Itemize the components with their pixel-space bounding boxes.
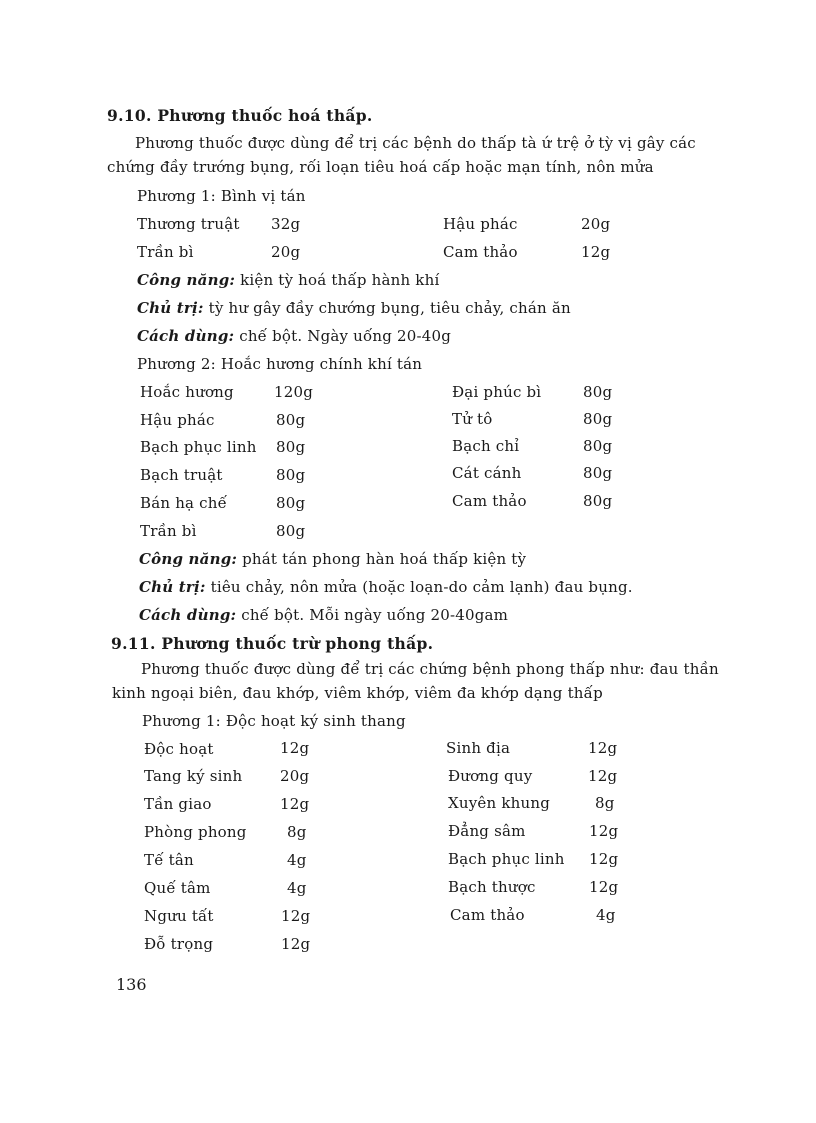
cach-dung-label: Cách dùng: bbox=[137, 327, 235, 345]
cach-dung-text: chế bột. Mỗi ngày uống 20-40gam bbox=[241, 606, 509, 624]
formula-title: Phương 2: Hoắc hương chính khí tán bbox=[137, 355, 423, 373]
ingredient-qty: 80g bbox=[276, 494, 306, 512]
ingredient-qty: 12g bbox=[581, 243, 611, 261]
formula-title: Phương 1: Độc hoạt ký sinh thang bbox=[142, 712, 406, 730]
ingredient-qty: 32g bbox=[271, 215, 301, 233]
ingredient-name: Sinh địa bbox=[446, 739, 511, 757]
section-intro-line-1: Phương thuốc được dùng để trị các bệnh do thấp tà ứ trệ ở tỳ vị gây các bbox=[135, 134, 696, 152]
section-heading-9-10: 9.10. Phương thuốc hoá thấp. bbox=[107, 106, 373, 125]
ingredient-name: Đại phúc bì bbox=[452, 383, 542, 401]
ingredient-name: Bạch phục linh bbox=[140, 438, 257, 456]
ingredient-qty: 12g bbox=[281, 907, 311, 925]
chu-tri-text: tiêu chảy, nôn mửa (hoặc loạn-do cảm lạnh) đau bụng. bbox=[210, 578, 633, 596]
ingredient-name: Hoắc hương bbox=[140, 383, 234, 401]
ingredient-name: Bạch truật bbox=[140, 466, 223, 484]
ingredient-qty: 80g bbox=[583, 437, 613, 455]
ingredient-qty: 20g bbox=[280, 767, 310, 785]
cong-nang-text: kiện tỳ hoá thấp hành khí bbox=[240, 271, 440, 289]
ingredient-qty: 4g bbox=[287, 851, 307, 869]
ingredient-name: Đẳng sâm bbox=[448, 822, 526, 840]
cong-nang-line bbox=[139, 550, 526, 568]
ingredient-qty: 80g bbox=[276, 466, 306, 484]
ingredient-name: Bạch thược bbox=[448, 878, 536, 896]
ingredient-name: Tần giao bbox=[144, 795, 212, 813]
chu-tri-line bbox=[137, 299, 571, 317]
ingredient-qty: 80g bbox=[583, 383, 613, 401]
ingredient-qty: 80g bbox=[276, 522, 306, 540]
ingredient-qty: 120g bbox=[274, 383, 314, 401]
ingredient-name: Bán hạ chế bbox=[140, 494, 228, 512]
ingredient-name: Cát cánh bbox=[452, 464, 522, 482]
cong-nang-label: Công năng: bbox=[137, 271, 236, 289]
chu-tri-label: Chủ trị: bbox=[137, 299, 204, 317]
cong-nang-label: Công năng: bbox=[139, 550, 238, 568]
ingredient-name: Phòng phong bbox=[144, 823, 247, 841]
cong-nang-line bbox=[137, 271, 439, 289]
ingredient-qty: 80g bbox=[583, 492, 613, 510]
ingredient-name: Cam thảo bbox=[443, 243, 518, 261]
ingredient-qty: 12g bbox=[589, 878, 619, 896]
ingredient-name: Bạch phục linh bbox=[448, 850, 565, 868]
ingredient-qty: 20g bbox=[581, 215, 611, 233]
ingredient-name: Xuyên khung bbox=[448, 794, 550, 812]
ingredient-name: Đỗ trọng bbox=[144, 935, 214, 953]
page-number: 136 bbox=[116, 975, 147, 994]
ingredient-qty: 4g bbox=[596, 906, 616, 924]
ingredient-qty: 12g bbox=[589, 822, 619, 840]
ingredient-name: Hậu phác bbox=[443, 215, 518, 233]
ingredient-qty: 12g bbox=[280, 739, 310, 757]
chu-tri-line bbox=[139, 578, 633, 596]
ingredient-qty: 12g bbox=[281, 935, 311, 953]
ingredient-name: Trần bì bbox=[140, 522, 197, 540]
ingredient-qty: 20g bbox=[271, 243, 301, 261]
cach-dung-line bbox=[137, 327, 451, 345]
ingredient-name: Độc hoạt bbox=[144, 740, 214, 758]
ingredient-name: Tử tô bbox=[452, 410, 493, 428]
ingredient-name: Hậu phác bbox=[140, 411, 215, 429]
ingredient-qty: 80g bbox=[276, 411, 306, 429]
ingredient-name: Ngưu tất bbox=[144, 907, 214, 925]
ingredient-name: Quế tâm bbox=[144, 879, 211, 897]
cach-dung-label: Cách dùng: bbox=[139, 606, 237, 624]
cach-dung-text: chế bột. Ngày uống 20-40g bbox=[239, 327, 452, 345]
ingredient-qty: 12g bbox=[589, 850, 619, 868]
ingredient-name: Trần bì bbox=[137, 243, 194, 261]
chu-tri-label: Chủ trị: bbox=[139, 578, 206, 596]
ingredient-qty: 8g bbox=[595, 794, 615, 812]
ingredient-name: Thương truật bbox=[137, 215, 240, 233]
ingredient-qty: 80g bbox=[276, 438, 306, 456]
cach-dung-line bbox=[139, 606, 508, 624]
ingredient-qty: 80g bbox=[583, 410, 613, 428]
section-heading-9-11: 9.11. Phương thuốc trừ phong thấp. bbox=[111, 634, 434, 653]
section-intro-line-2: kinh ngoại biên, đau khớp, viêm khớp, viêm đa khớp dạng thấp bbox=[112, 684, 603, 702]
ingredient-name: Tang ký sinh bbox=[144, 767, 243, 785]
ingredient-name: Đương quy bbox=[448, 767, 533, 785]
ingredient-qty: 12g bbox=[280, 795, 310, 813]
ingredient-qty: 4g bbox=[287, 879, 307, 897]
ingredient-qty: 12g bbox=[588, 767, 618, 785]
ingredient-name: Cam thảo bbox=[452, 492, 527, 510]
section-intro-line-1: Phương thuốc được dùng để trị các chứng bệnh phong thấp như: đau thần bbox=[141, 660, 719, 678]
formula-title: Phương 1: Bình vị tán bbox=[137, 187, 306, 205]
cong-nang-text: phát tán phong hàn hoá thấp kiện tỳ bbox=[242, 550, 527, 568]
ingredient-qty: 8g bbox=[287, 823, 307, 841]
section-intro-line-2: chứng đầy trướng bụng, rối loạn tiêu hoá cấp hoặc mạn tính, nôn mửa bbox=[107, 158, 654, 176]
ingredient-qty: 12g bbox=[588, 739, 618, 757]
chu-tri-text: tỳ hư gây đầy chướng bụng, tiêu chảy, chán ăn bbox=[208, 299, 571, 317]
ingredient-name: Tế tân bbox=[144, 851, 194, 869]
ingredient-qty: 80g bbox=[583, 464, 613, 482]
ingredient-name: Cam thảo bbox=[450, 906, 525, 924]
ingredient-name: Bạch chỉ bbox=[452, 437, 520, 455]
